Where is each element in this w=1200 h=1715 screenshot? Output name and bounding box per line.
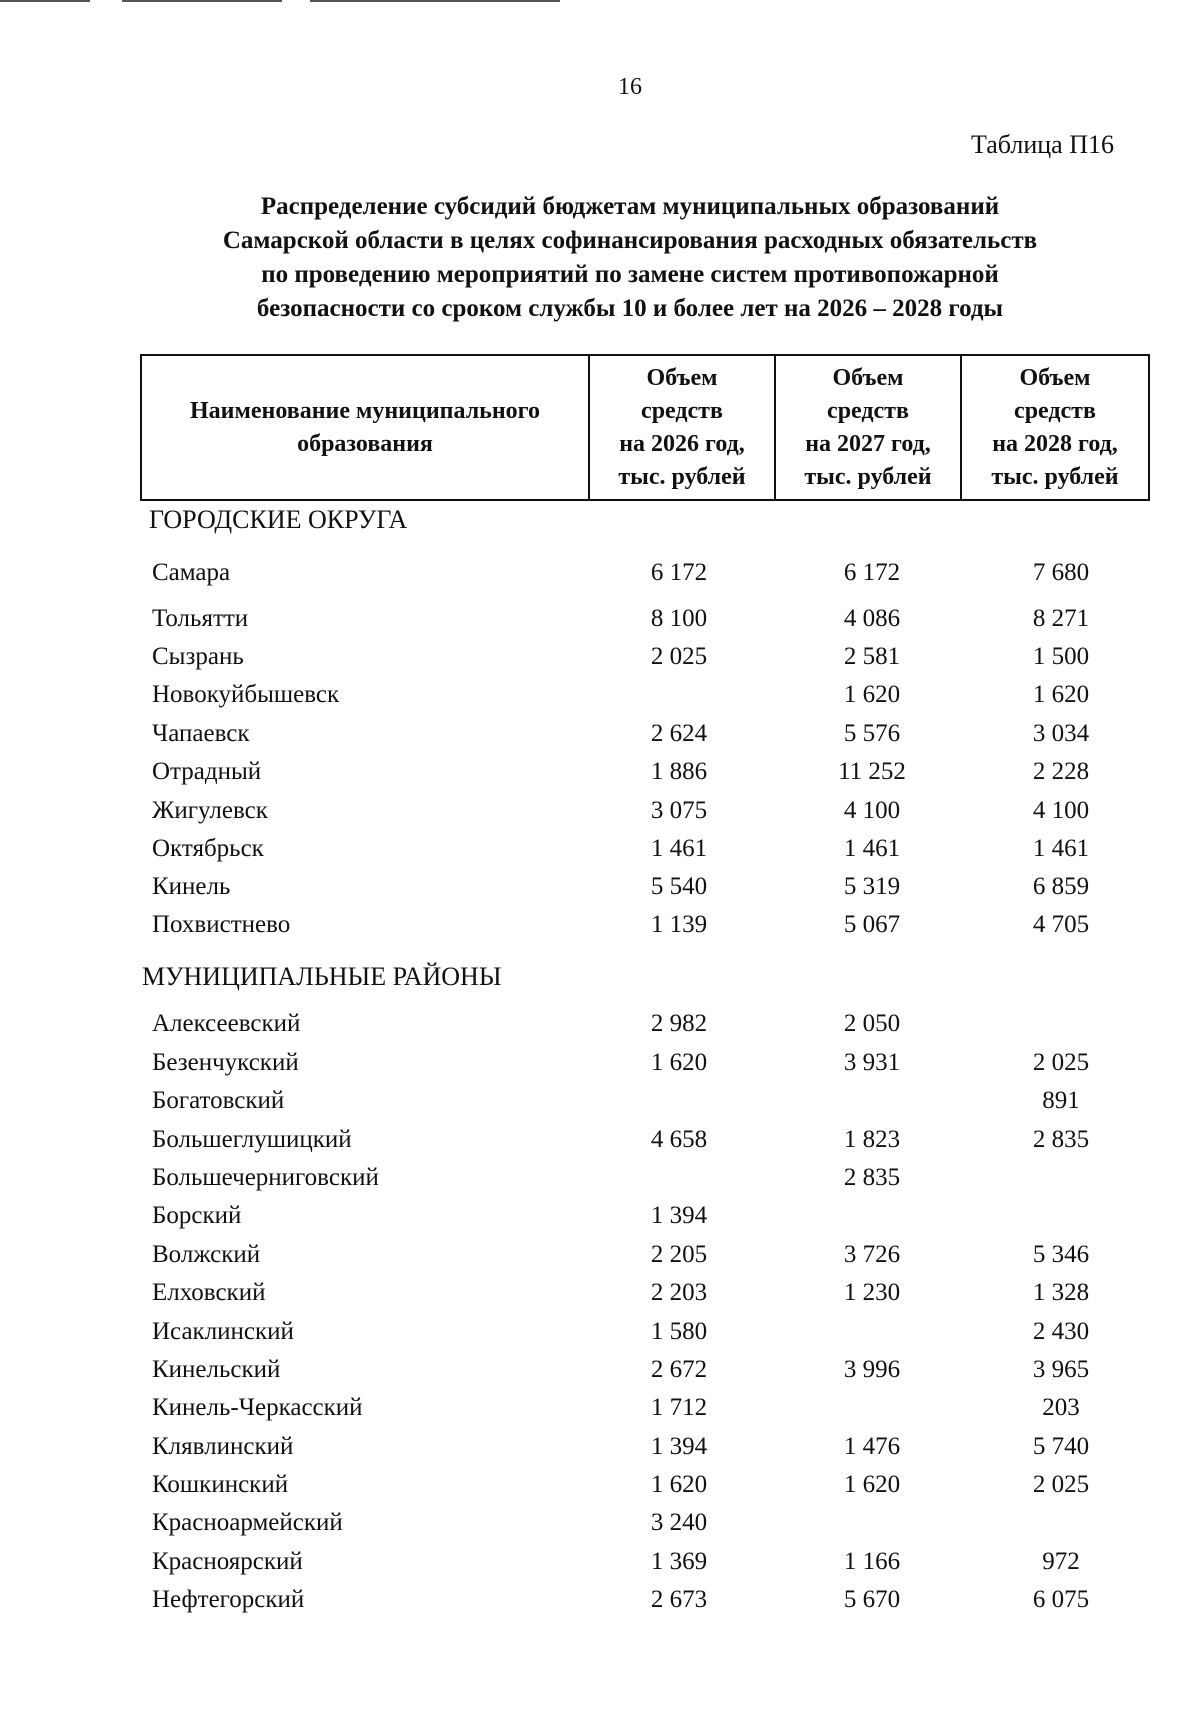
value-2028: 2 025 (1032, 1049, 1090, 1076)
table-row (0, 873, 1200, 905)
table-row (0, 559, 1200, 591)
page-number: 16 (618, 74, 642, 100)
municipality-name: Красноармейский (152, 1509, 343, 1536)
value-2026: 1 394 (650, 1202, 708, 1229)
value-2028: 2 835 (1032, 1126, 1090, 1153)
table-row (0, 1394, 1200, 1426)
value-2026: 2 982 (650, 1010, 708, 1037)
table-row (0, 1202, 1200, 1234)
table-row (0, 1548, 1200, 1580)
value-2028: 5 740 (1032, 1433, 1090, 1460)
value-2028: 4 705 (1032, 911, 1090, 938)
value-2027: 1 166 (843, 1548, 901, 1575)
municipality-name: Богатовский (152, 1087, 285, 1114)
value-2027: 5 067 (843, 911, 901, 938)
header-2028 (961, 355, 1149, 500)
value-2026: 6 172 (650, 559, 708, 586)
value-2028: 7 680 (1032, 559, 1090, 586)
table-row (0, 1318, 1200, 1350)
value-2028: 3 034 (1032, 720, 1090, 747)
value-2028: 4 100 (1032, 797, 1090, 824)
value-2027: 4 100 (843, 797, 901, 824)
value-2027: 2 581 (843, 643, 901, 670)
municipality-name: Алексеевский (152, 1010, 301, 1037)
header-line: на 2026 год, (619, 430, 745, 457)
table-row (0, 643, 1200, 675)
scan-artifact (0, 0, 90, 2)
value-2026: 1 461 (650, 835, 708, 862)
value-2026: 8 100 (650, 605, 708, 632)
municipality-name: Сызрань (152, 643, 244, 670)
table-row (0, 1356, 1200, 1388)
municipality-name: Тольятти (152, 605, 249, 632)
table-row (0, 1471, 1200, 1503)
value-2026: 2 672 (650, 1356, 708, 1383)
value-2026: 3 075 (650, 797, 708, 824)
table-row (0, 1087, 1200, 1119)
table-row (0, 758, 1200, 790)
value-2026: 5 540 (650, 873, 708, 900)
municipality-name: Самара (152, 559, 231, 586)
value-2028: 2 228 (1032, 758, 1090, 785)
value-2027: 3 931 (843, 1049, 901, 1076)
value-2028: 1 620 (1032, 681, 1090, 708)
municipality-name: Жигулевск (152, 797, 268, 824)
value-2027: 3 726 (843, 1241, 901, 1268)
value-2028: 6 075 (1032, 1586, 1090, 1613)
table-row (0, 1509, 1200, 1541)
table-label: Таблица П16 (971, 130, 1114, 159)
municipality-name: Волжский (152, 1241, 261, 1268)
header-line: на 2027 год, (805, 430, 931, 457)
table-row (0, 1049, 1200, 1081)
value-2027: 5 319 (843, 873, 901, 900)
municipality-name: Отрадный (152, 758, 262, 785)
municipality-name: Красноярский (152, 1548, 303, 1575)
value-2028: 203 (1042, 1394, 1080, 1421)
table-row (0, 605, 1200, 637)
value-2028: 6 859 (1032, 873, 1090, 900)
value-2026: 2 203 (650, 1279, 708, 1306)
municipality-name: Нефтегорский (152, 1586, 305, 1613)
municipality-name: Новокуйбышевск (152, 681, 340, 708)
value-2027: 1 230 (843, 1279, 901, 1306)
municipality-name: Борский (152, 1202, 242, 1229)
table-row (0, 1586, 1200, 1618)
table-row (0, 835, 1200, 867)
value-2026: 1 620 (650, 1049, 708, 1076)
document-title (140, 190, 1120, 326)
header-line: тыс. рублей (618, 463, 746, 490)
header-line: средств (827, 397, 909, 424)
value-2028: 8 271 (1032, 605, 1090, 632)
municipality-name: Клявлинский (152, 1433, 294, 1460)
header-line: Объем (832, 364, 904, 391)
value-2028: 5 346 (1032, 1241, 1090, 1268)
municipality-name: Чапаевск (152, 720, 250, 747)
header-line: на 2028 год, (992, 430, 1118, 457)
value-2026: 2 205 (650, 1241, 708, 1268)
title-line: по проведению мероприятий по замене систем противопожарной (261, 261, 999, 288)
value-2027: 2 050 (843, 1010, 901, 1037)
municipality-name: Большеглушицкий (152, 1126, 352, 1153)
municipality-name: Октябрьск (152, 835, 264, 862)
header-2026 (589, 355, 775, 500)
value-2027: 1 476 (843, 1433, 901, 1460)
municipality-name: Кинель-Черкасский (152, 1394, 363, 1421)
header-municipality (141, 355, 589, 500)
table-header (140, 354, 1150, 501)
value-2027: 3 996 (843, 1356, 901, 1383)
table-row (0, 681, 1200, 713)
table-row (0, 1433, 1200, 1465)
value-2026: 1 139 (650, 911, 708, 938)
municipality-name: Кинель (152, 873, 231, 900)
municipality-name: Исаклинский (152, 1318, 294, 1345)
value-2026: 1 886 (650, 758, 708, 785)
value-2026: 2 624 (650, 720, 708, 747)
scan-artifact (122, 0, 282, 2)
header-2027 (775, 355, 961, 500)
value-2026: 3 240 (650, 1509, 708, 1536)
title-line: Самарской области в целях софинансирования расходных обязательств (222, 227, 1038, 254)
value-2027: 11 252 (838, 758, 906, 785)
value-2026: 1 712 (650, 1394, 708, 1421)
scan-artifact (310, 0, 560, 2)
header-line: образования (297, 430, 433, 457)
value-2028: 3 965 (1032, 1356, 1090, 1383)
table-row (0, 1010, 1200, 1042)
value-2027: 4 086 (843, 605, 901, 632)
table-row (0, 720, 1200, 752)
value-2026: 2 673 (650, 1586, 708, 1613)
section-title-urban-districts: ГОРОДСКИЕ ОКРУГА (149, 505, 408, 534)
municipality-name: Елховский (152, 1279, 266, 1306)
header-line: Объем (1019, 364, 1091, 391)
value-2028: 972 (1042, 1548, 1080, 1575)
value-2028: 1 461 (1032, 835, 1090, 862)
value-2027: 6 172 (843, 559, 901, 586)
value-2028: 2 025 (1032, 1471, 1090, 1498)
value-2026: 2 025 (650, 643, 708, 670)
municipality-name: Кинельский (152, 1356, 281, 1383)
municipality-name: Похвистнево (152, 911, 291, 938)
value-2027: 1 823 (843, 1126, 901, 1153)
header-line: тыс. рублей (804, 463, 932, 490)
value-2027: 1 620 (843, 1471, 901, 1498)
value-2027: 5 670 (843, 1586, 901, 1613)
value-2028: 1 500 (1032, 643, 1090, 670)
header-line: средств (1014, 397, 1096, 424)
municipality-name: Кошкинский (152, 1471, 289, 1498)
value-2028: 1 328 (1032, 1279, 1090, 1306)
section-title-municipal-districts: МУНИЦИПАЛЬНЫЕ РАЙОНЫ (142, 962, 502, 991)
value-2027: 5 576 (843, 720, 901, 747)
table-row (0, 1241, 1200, 1273)
value-2028: 2 430 (1032, 1318, 1090, 1345)
table-row (0, 1279, 1200, 1311)
municipality-name: Большечерниговский (152, 1164, 379, 1191)
header-line: тыс. рублей (991, 463, 1119, 490)
table-row (0, 797, 1200, 829)
header-line: Наименование муниципального (190, 397, 540, 424)
municipality-name: Безенчукский (152, 1049, 299, 1076)
value-2026: 1 369 (650, 1548, 708, 1575)
header-line: Объем (646, 364, 718, 391)
title-line: безопасности со сроком службы 10 и более лет на 2026 – 2028 годы (256, 295, 1004, 322)
value-2026: 1 580 (650, 1318, 708, 1345)
value-2027: 1 461 (843, 835, 901, 862)
header-line: средств (641, 397, 723, 424)
value-2026: 1 394 (650, 1433, 708, 1460)
value-2026: 1 620 (650, 1471, 708, 1498)
value-2028: 891 (1042, 1087, 1080, 1114)
value-2026: 4 658 (650, 1126, 708, 1153)
value-2027: 2 835 (843, 1164, 901, 1191)
value-2027: 1 620 (843, 681, 901, 708)
table-row (0, 911, 1200, 943)
table-row (0, 1164, 1200, 1196)
title-line: Распределение субсидий бюджетам муниципальных образований (260, 193, 1000, 220)
table-row (0, 1126, 1200, 1158)
